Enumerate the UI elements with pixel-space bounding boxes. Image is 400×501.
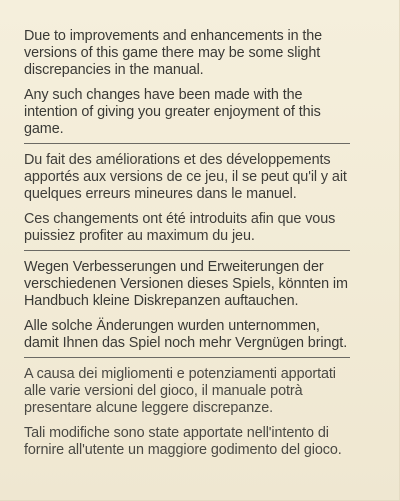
paragraph: Ces changements ont été introduits afin que vous puissiez profiter au maximum du jeu. bbox=[24, 211, 336, 244]
paragraph: Due to improvements and enhancements in the versions of this game there may be some slight discrepancies in the manual. bbox=[24, 28, 323, 78]
divider bbox=[24, 250, 350, 251]
notice-english bbox=[24, 28, 354, 138]
paragraph: Any such changes have been made with the intention of giving you greater enjoyment of this game. bbox=[24, 87, 321, 137]
paragraph: Wegen Verbesserungen und Erweiterungen der verschiedenen Versionen dieses Spiels, könnten im Handbuch kleine Diskrepanzen auftauchen. bbox=[24, 259, 348, 309]
notice-italian bbox=[24, 366, 354, 459]
paragraph: Du fait des améliorations et des développements apportés aux versions de ce jeu, il se peut qu'il y ait quelques erreurs mineures dans le manuel. bbox=[24, 152, 347, 202]
paragraph: A causa dei migliomenti e potenziamenti apportati alle varie versioni del gioco, il manuale potrà presentare alcune leggere discrepanze. bbox=[24, 366, 336, 416]
notice-french bbox=[24, 152, 354, 245]
divider bbox=[24, 143, 350, 144]
notice-content bbox=[24, 28, 354, 459]
divider bbox=[24, 357, 350, 358]
paragraph: Tali modifiche sono state apportate nell'intento di fornire all'utente un maggiore godimento del gioco. bbox=[24, 425, 342, 458]
paragraph: Alle solche Änderungen wurden unternommen, damit Ihnen das Spiel noch mehr Vergnügen bringt. bbox=[24, 318, 348, 351]
notice-german bbox=[24, 259, 354, 352]
